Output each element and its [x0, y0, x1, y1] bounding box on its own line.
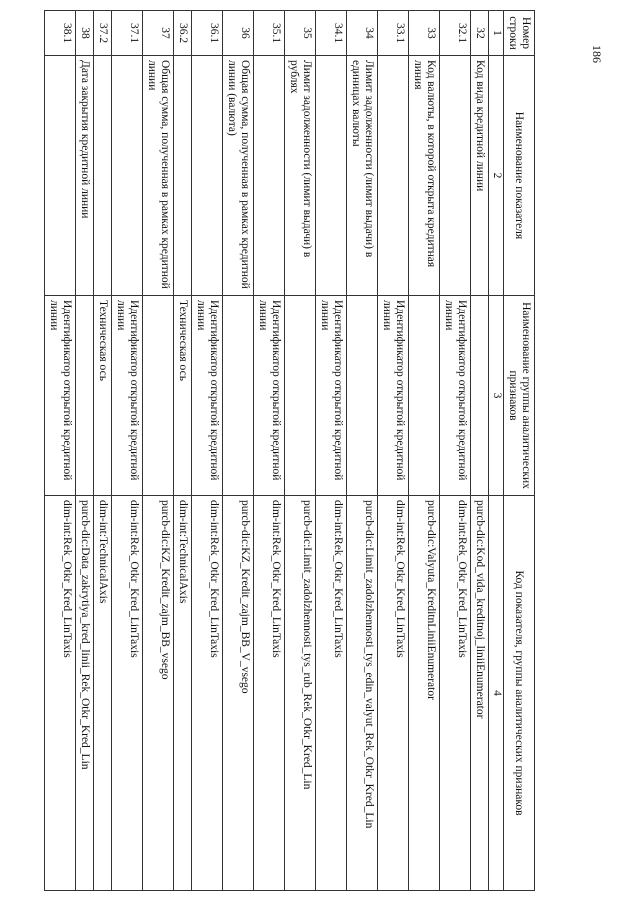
- indicator-name-cell: Общая сумма, полученная в рамках кредитной линии: [143, 56, 174, 296]
- row-number-cell: 34.1: [316, 11, 347, 56]
- indicator-name-cell: Код вида кредитной линии: [471, 56, 489, 296]
- code-cell: dim-int:TechnicalAxis: [94, 496, 112, 891]
- group-name-cell: Идентификатор открытой кредитной линии: [45, 296, 76, 496]
- group-name-cell: [285, 296, 316, 496]
- code-cell: purcb-dic:Data_zakrytiya_kred_linii_Rek_Otkr_Kred_Lin: [76, 496, 94, 891]
- row-number-cell: 32: [471, 11, 489, 56]
- table-row: [192, 11, 223, 891]
- row-number-cell: 36.2: [174, 11, 192, 56]
- code-cell: purcb-dic:Valyuta_KreditnLiniiEnumerator: [409, 496, 440, 891]
- group-name-cell: Идентификатор открытой кредитной линии: [440, 296, 471, 496]
- group-name-cell: [347, 296, 378, 496]
- group-name-cell: [223, 296, 254, 496]
- code-cell: dim-int:Rek_Otkr_Kred_LinTaxis: [192, 496, 223, 891]
- group-name-cell: Идентификатор открытой кредитной линии: [192, 296, 223, 496]
- column-number: 1: [489, 11, 504, 56]
- group-name-cell: Идентификатор открытой кредитной линии: [378, 296, 409, 496]
- row-number-cell: 36.1: [192, 11, 223, 56]
- code-cell: dim-int:TechnicalAxis: [174, 496, 192, 891]
- table-row: [378, 11, 409, 891]
- table-container: [48, 10, 535, 890]
- table-row: [174, 11, 192, 891]
- table-row: [76, 11, 94, 891]
- code-cell: dim-int:Rek_Otkr_Kred_LinTaxis: [254, 496, 285, 891]
- group-name-cell: [471, 296, 489, 496]
- code-cell: dim-int:Rek_Otkr_Kred_LinTaxis: [45, 496, 76, 891]
- group-name-cell: Идентификатор открытой кредитной линии: [112, 296, 143, 496]
- header-indicator-name: Наименование показателя: [504, 56, 535, 296]
- row-number-cell: 33.1: [378, 11, 409, 56]
- indicator-name-cell: Код валюты, в которой открыта кредитная линия: [409, 56, 440, 296]
- row-number-cell: 37.1: [112, 11, 143, 56]
- group-name-cell: Идентификатор открытой кредитной линии: [316, 296, 347, 496]
- rotated-table-frame: [48, 10, 535, 890]
- group-name-cell: [143, 296, 174, 496]
- indicator-name-cell: [112, 56, 143, 296]
- code-cell: dim-int:Rek_Otkr_Kred_LinTaxis: [378, 496, 409, 891]
- table-row: [254, 11, 285, 891]
- indicator-name-cell: [94, 56, 112, 296]
- row-number-cell: 36: [223, 11, 254, 56]
- table-row: [440, 11, 471, 891]
- table-row: [143, 11, 174, 891]
- indicator-name-cell: Дата закрытия кредитной линии: [76, 56, 94, 296]
- table-row: [285, 11, 316, 891]
- column-number: 3: [489, 296, 504, 496]
- code-cell: purcb-dic:Limit_zadolzhennosti_tys_rub_Rek_Otkr_Kred_Lin: [285, 496, 316, 891]
- row-number-cell: 37.2: [94, 11, 112, 56]
- row-number-cell: 38.1: [45, 11, 76, 56]
- row-number-cell: 32.1: [440, 11, 471, 56]
- indicator-name-cell: [192, 56, 223, 296]
- indicator-table: [44, 10, 535, 891]
- code-cell: dim-int:Rek_Otkr_Kred_LinTaxis: [112, 496, 143, 891]
- column-number: 4: [489, 496, 504, 891]
- header-row-number: Номер строки: [504, 11, 535, 56]
- header-row: [504, 11, 535, 891]
- indicator-name-cell: [440, 56, 471, 296]
- table-row: [112, 11, 143, 891]
- row-number-cell: 33: [409, 11, 440, 56]
- table-body: [45, 11, 489, 891]
- page-number: 186: [590, 45, 604, 63]
- row-number-cell: 35: [285, 11, 316, 56]
- code-cell: purcb-dic:Kod_vida_kreditnoj_liniiEnumerator: [471, 496, 489, 891]
- code-cell: purcb-dic:Limit_zadolzhennosti_tys_edin_valyut_Rek_Otkr_Kred_Lin: [347, 496, 378, 891]
- indicator-name-cell: Лимит задолженности (лимит выдачи) в рублях: [285, 56, 316, 296]
- table-row: [471, 11, 489, 891]
- group-name-cell: Идентификатор открытой кредитной линии: [254, 296, 285, 496]
- table-row: [45, 11, 76, 891]
- header-group-name: Наименование группы аналитических признаков: [504, 296, 535, 496]
- indicator-name-cell: [254, 56, 285, 296]
- indicator-name-cell: Лимит задолженности (лимит выдачи) в единицах валюты: [347, 56, 378, 296]
- table-row: [223, 11, 254, 891]
- row-number-cell: 38: [76, 11, 94, 56]
- column-number-row: [489, 11, 504, 891]
- indicator-name-cell: [174, 56, 192, 296]
- column-number: 2: [489, 56, 504, 296]
- row-number-cell: 35.1: [254, 11, 285, 56]
- code-cell: purcb-dic:KZ_Kredit_zajm_BB_V_vsego: [223, 496, 254, 891]
- row-number-cell: 34: [347, 11, 378, 56]
- indicator-name-cell: Общая сумма, полученная в рамках кредитной линии (валюта): [223, 56, 254, 296]
- indicator-name-cell: [316, 56, 347, 296]
- row-number-cell: 37: [143, 11, 174, 56]
- table-row: [347, 11, 378, 891]
- table-row: [316, 11, 347, 891]
- table-row: [409, 11, 440, 891]
- indicator-name-cell: [45, 56, 76, 296]
- table-row: [94, 11, 112, 891]
- code-cell: dim-int:Rek_Otkr_Kred_LinTaxis: [440, 496, 471, 891]
- group-name-cell: Техническая ось: [174, 296, 192, 496]
- group-name-cell: [76, 296, 94, 496]
- code-cell: dim-int:Rek_Otkr_Kred_LinTaxis: [316, 496, 347, 891]
- header-code: Код показателя, группы аналитических признаков: [504, 496, 535, 891]
- indicator-name-cell: [378, 56, 409, 296]
- code-cell: purcb-dic:KZ_Kredit_zajm_BB_vsego: [143, 496, 174, 891]
- group-name-cell: [409, 296, 440, 496]
- group-name-cell: Техническая ось: [94, 296, 112, 496]
